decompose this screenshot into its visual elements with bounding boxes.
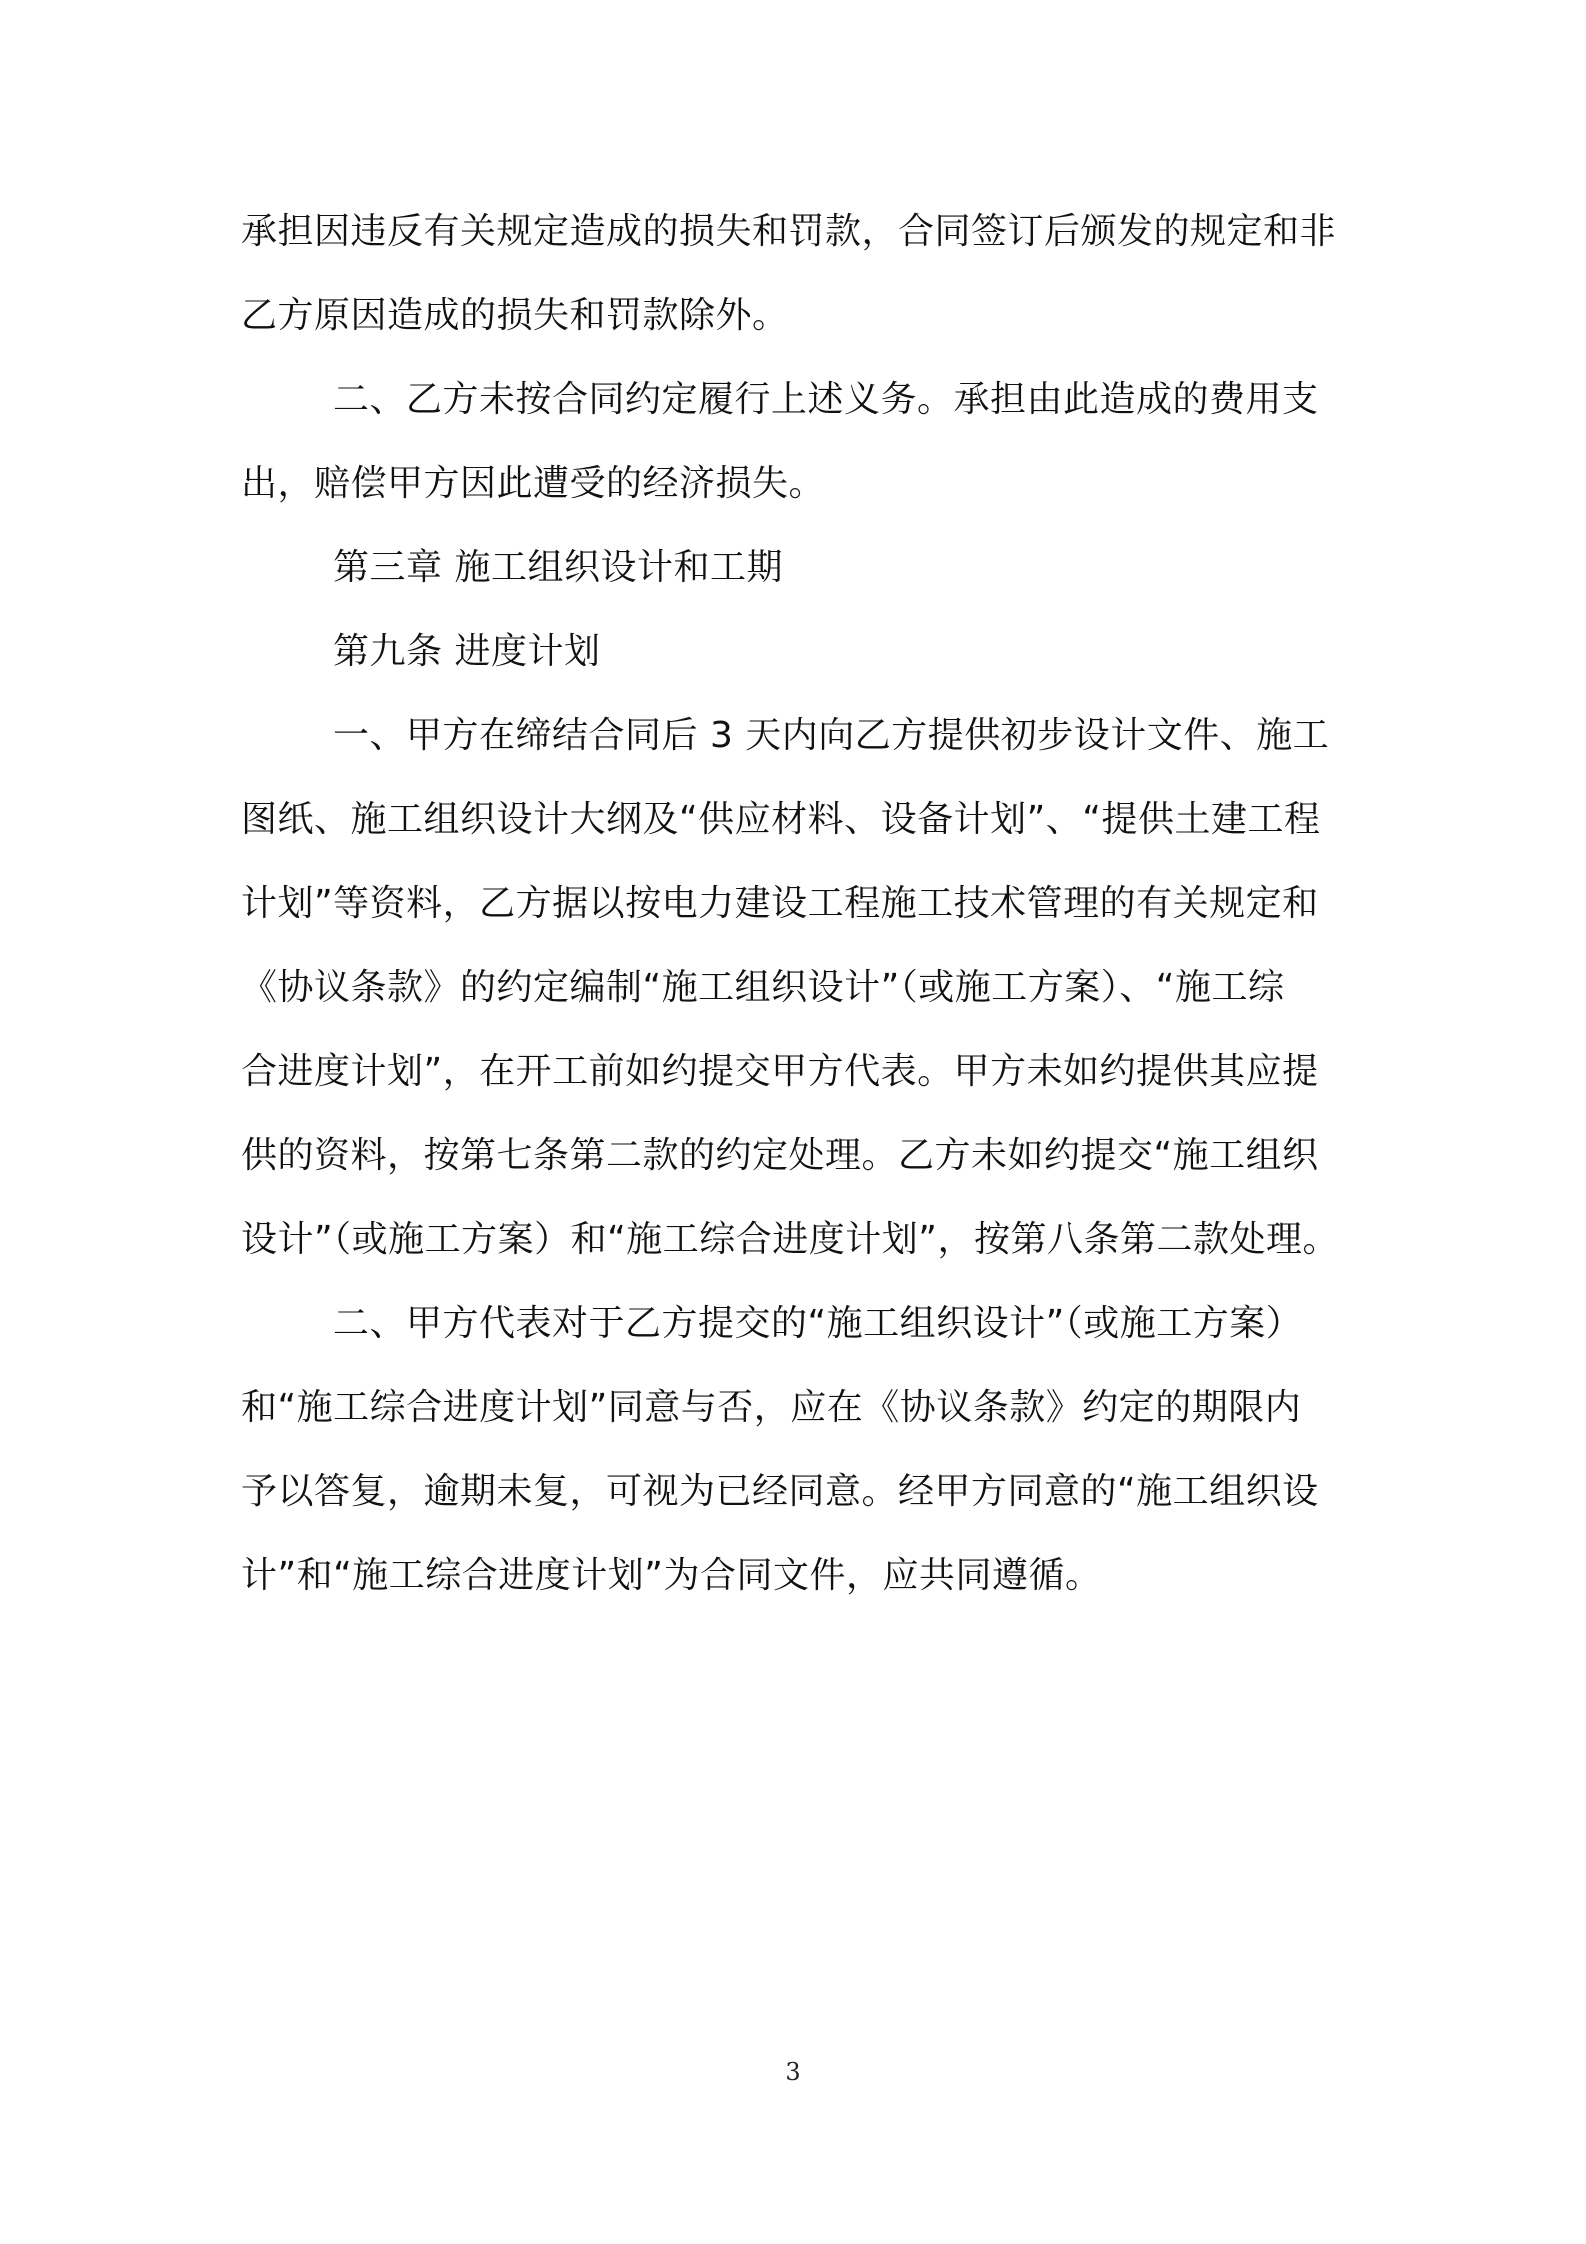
text-line: 《协议条款》的约定编制“施工组织设计”（或施工方案）、“施工综 — [241, 967, 1285, 1008]
text-line: 计划”等资料，乙方据以按电力建设工程施工技术管理的有关规定和 — [241, 883, 1319, 924]
article-heading: 第九条 进度计划 — [333, 631, 601, 672]
text-line: 出，赔偿甲方因此遭受的经济损失。 — [241, 463, 826, 504]
text-line: 合进度计划”，在开工前如约提交甲方代表。甲方未如约提供其应提 — [241, 1051, 1319, 1092]
text-line: 设计”（或施工方案）和“施工综合进度计划”，按第八条第二款处理。 — [241, 1219, 1339, 1260]
text-line: 和“施工综合进度计划”同意与否，应在《协议条款》约定的期限内 — [241, 1387, 1302, 1428]
text-line: 承担因违反有关规定造成的损失和罚款，合同签订后颁发的规定和非 — [241, 211, 1337, 252]
text-line: 一、甲方在缔结合同后 3 天内向乙方提供初步设计文件、施工 — [333, 715, 1330, 756]
text-line: 计”和“施工综合进度计划”为合同文件，应共同遵循。 — [241, 1555, 1102, 1596]
text-line: 乙方原因造成的损失和罚款除外。 — [241, 295, 789, 336]
text-line: 予以答复，逾期未复，可视为已经同意。经甲方同意的“施工组织设 — [241, 1471, 1319, 1512]
chapter-heading: 第三章 施工组织设计和工期 — [333, 547, 783, 588]
text-line: 二、甲方代表对于乙方提交的“施工组织设计”（或施工方案） — [333, 1303, 1303, 1344]
page-number: 3 — [785, 2058, 801, 2086]
text-line: 二、乙方未按合同约定履行上述义务。承担由此造成的费用支 — [333, 379, 1319, 420]
text-line: 图纸、施工组织设计大纲及“供应材料、设备计划”、“提供土建工程 — [241, 799, 1321, 840]
text-line: 供的资料，按第七条第二款的约定处理。乙方未如约提交“施工组织 — [241, 1135, 1319, 1176]
body-text — [241, 190, 1357, 1618]
